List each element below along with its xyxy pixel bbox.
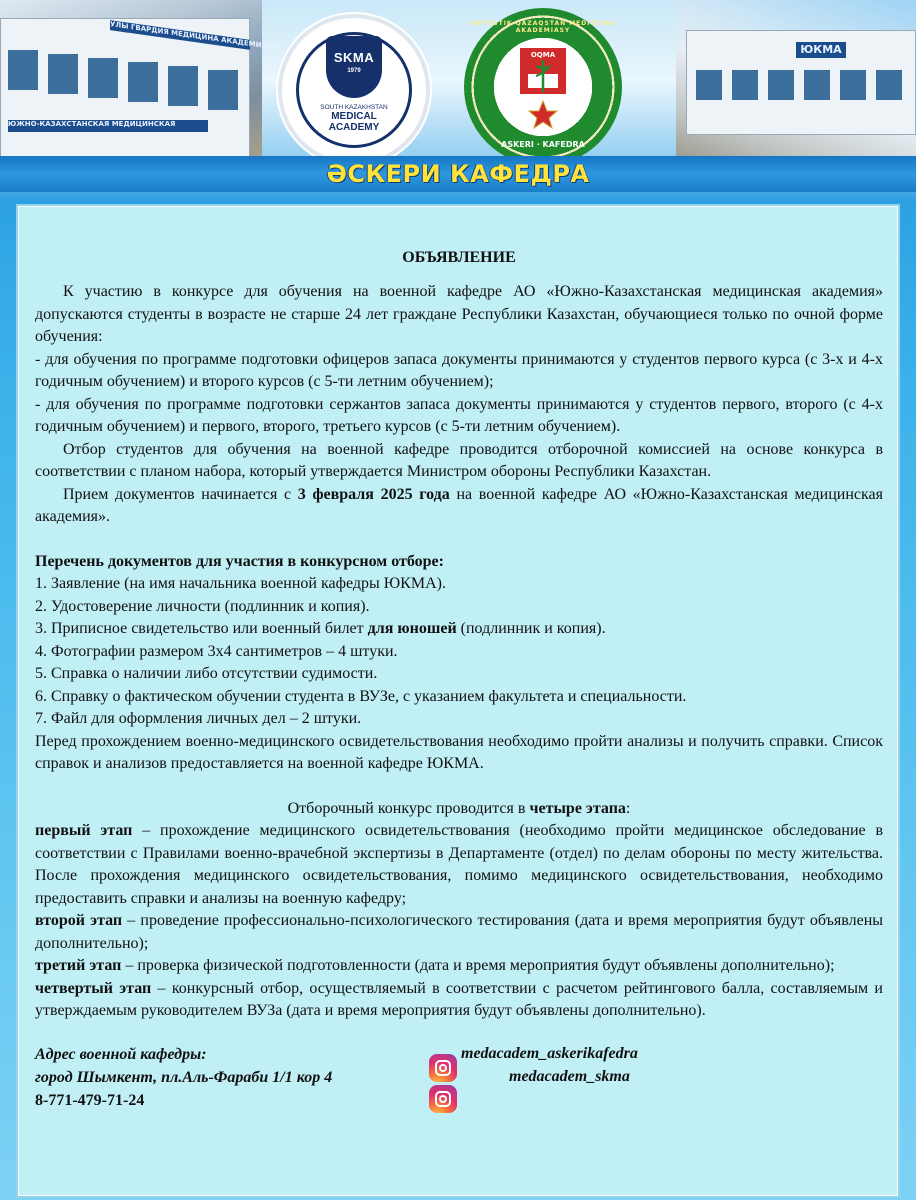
stage-3: третий этап – проверка физической подготовленности (дата и время мероприятия будут объявлены дополнительно); [35,957,835,974]
document-item: 4. Фотографии размером 3х4 сантиметров – 4 штуки. [35,642,398,660]
skma-line1: SOUTH KAZAKHSTAN [320,104,388,111]
building-sign-right: ЮКМА [796,42,846,58]
announcement-content [35,207,883,1123]
building-photo-right [676,0,916,158]
documents-heading: Перечень документов для участия в конкурсном отборе: [35,552,444,570]
document-item: 2. Удостоверение личности (подлинник и копия). [35,597,370,615]
document-item: 6. Справку о фактическом обучении студента в ВУЗе, с указанием факультета и специальности. [35,687,687,705]
intro-paragraph: К участию в конкурсе для обучения на военной кафедре АО «Южно-Казахстанская медицинская академия» допускаются студенты в возрасте не старше 24 лет граждане Республики Казахстан, обучающиеся только по очной форме обучения: [35,283,883,345]
instagram-handle-skma[interactable]: medacadem_skma [509,1067,630,1085]
askeri-kafedra-logo [464,8,622,166]
building-sign-2: ЮЖНО-КАЗАХСТАНСКАЯ МЕДИЦИНСКАЯ [8,120,208,132]
ogma-bottom-text: ASKERI · KAFEDRA [501,140,585,149]
selection-paragraph: Отбор студентов для обучения на военной кафедре проводится отборочной комиссией на основе конкурса в соответствии с планом набора, который утверждается Министром обороны Республики Казахстан. [35,440,883,480]
announcement-title: ОБЪЯВЛЕНИЕ [402,249,516,266]
building-sign: УЛЫ ГВАРДИЯ МЕДИЦИНА АКАДЕМИЯСЫ [110,20,280,52]
instagram-icon[interactable] [429,1054,457,1082]
document-item: 1. Заявление (на имя начальника военной кафедры ЮКМА). [35,575,446,592]
document-item: 5. Справка о наличии либо отсутствии судимости. [35,665,378,682]
start-date-paragraph: Прием документов начинается с 3 февраля 2025 года на военной кафедре АО «Южно-Казахстанская медицинская академия». [35,485,884,525]
medical-cross-icon [518,46,568,96]
ogma-abbr: OQMA [530,51,556,59]
address-block [35,1043,332,1112]
stage-2: второй этап – проведение профессионально-психологического тестирования (дата и время мероприятия будут объявлены дополнительно); [35,912,883,952]
address-label: Адрес военной кафедры: [35,1045,207,1063]
building-photo-left [0,0,280,158]
address: город Шымкент, пл.Аль-Фараби 1/1 кор 4 [35,1068,333,1086]
star-icon [528,100,558,130]
skma-logo [278,14,430,166]
phone-number: 8-771-479-71-24 [35,1091,145,1109]
ogma-ring-text: ONTÜSTIK QAZAQSTAN MEDITSINA AKADEMIASY [470,20,616,34]
stage-1: первый этап – прохождение медицинского освидетельствования (необходимо пройти медицинское обследование в соответствии с Правилами военно-врачебной экспертизы в Департаменте (отдел) по делам обороны по месту жительства. После прохождения медицинского освидетельствования, помимо медицинского освидетельствования, необходимо предоставить справки и анализы на военную кафедру; [35,822,883,907]
start-date: 3 февраля 2025 года [297,485,450,503]
announcement-panel [18,206,898,1196]
skma-line2: MEDICAL [331,111,377,122]
title-banner [0,156,916,192]
stage-4: четвертый этап – конкурсный отбор, осуществляемый в соответствии с расчетом рейтингового балла, составляемым и утверждаемым руководителем ВУЗа (дата и время мероприятия будут объявлены дополнительно). [35,979,883,1019]
officers-paragraph: - для обучения по программе подготовки офицеров запаса документы принимаются у студентов первого курса (с 3-х и 4-х годичным обучением) и второго курсов (с 5-ти летним обучением); [35,350,883,390]
document-item: 7. Файл для оформления личных дел – 2 штуки. [35,710,362,727]
stages-intro: Отборочный конкурс проводится в четыре этапа: [287,799,631,817]
header [0,0,916,202]
contact-footer [35,1043,883,1123]
instagram-handle-askerikafedra[interactable]: medacadem_askerikafedra [461,1044,638,1062]
sergeants-paragraph: - для обучения по программе подготовки сержантов запаса документы принимаются у студентов первого, второго (с 4-х годичным обучением) и первого, второго, третьего курсов (с 5-ти летним обучением). [35,395,883,435]
banner-title: ӘСКЕРИ КАФЕДРА [326,160,590,188]
skma-line3: ACADEMY [328,122,380,133]
skma-abbr: SKMA [333,50,375,65]
documents-note: Перед прохождением военно-медицинского освидетельствования необходимо пройти анализы и получить справки. Список справок и анализов предоставляется на военной кафедре ЮКМА. [35,732,883,772]
skma-shield [326,36,382,98]
document-item: 3. Приписное свидетельство или военный билет для юношей (подлинник и копия). [35,620,606,637]
instagram-icon[interactable] [429,1085,457,1113]
skma-year: 1979 [347,68,361,74]
